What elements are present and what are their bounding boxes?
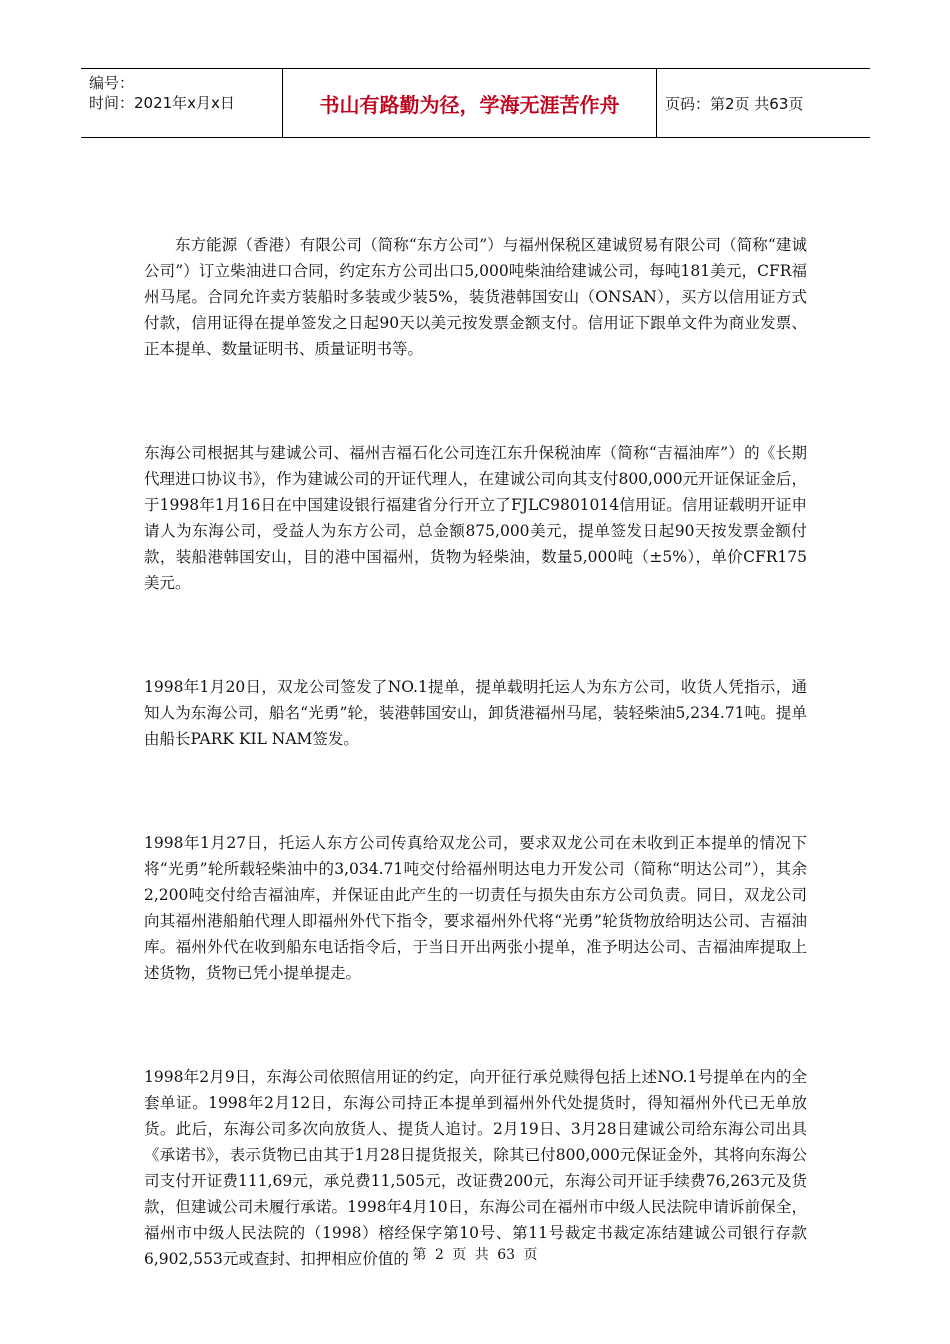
document-body — [144, 232, 807, 1272]
paragraph-1: 东方能源（香港）有限公司（简称“东方公司”）与福州保税区建诚贸易有限公司（简称“建诚公司”）订立柴油进口合同，约定东方公司出口5,000吨柴油给建诚公司，每吨181美元，CFR福州马尾。合同允许卖方装船时多装或少装5%，装货港韩国安山（ONSAN），买方以信用证方式付款，信用证得在提单签发之日起90天以美元按发票金额支付。信用证下跟单文件为商业发票、正本提单、数量证明书、质量证明书等。 — [144, 236, 807, 358]
paragraph-5: 1998年2月9日，东海公司依照信用证的约定，向开征行承兑赎得包括上述NO.1号提单在内的全套单证。1998年2月12日，东海公司持正本提单到福州外代处提货时，得知福州外代已无单放货。此后，东海公司多次向放货人、提货人追讨。2月19日、3月28日建诚公司给东海公司出具《承诺书》，表示货物已由其于1月28日提货报关，除其已付800,000元保证金外，其将向东海公司支付开证费111,69元，承兑费11,505元，改证费200元，东海公司开证手续费76,263元及货款，但建诚公司未履行承诺。1998年4月10日，东海公司在福州市中级人民法院申请诉前保全，福州市中级人民法院的（1998）榕经保字第10号、第11号裁定书裁定冻结建诚公司银行存款6,902,553元或查封、扣押相应价值的 — [144, 1068, 807, 1268]
page-footer: 第 2 页 共 63 页 — [412, 1247, 538, 1263]
document-header — [81, 68, 870, 138]
header-page-info: 页码：第2页 共63页 — [665, 94, 804, 113]
paragraph-2: 东海公司根据其与建诚公司、福州吉福石化公司连江东升保税油库（简称“吉福油库”）的《长期代理进口协议书》，作为建诚公司的开证代理人，在建诚公司向其支付800,000元开证保证金后，于1998年1月16日在中国建设银行福建省分行开立了FJLC9801014信用证。信用证载明开证申请人为东海公司，受益人为东方公司，总金额875,000美元，提单签发日起90天按发票金额付款，装船港韩国安山，目的港中国福州，货物为轻柴油，数量5,000吨（±5%），单价CFR175美元。 — [144, 444, 807, 592]
document-time: 时间：2021年x月x日 — [89, 94, 235, 112]
document-number-label: 编号： — [89, 74, 135, 92]
paragraph-3: 1998年1月20日，双龙公司签发了NO.1提单，提单载明托运人为东方公司，收货人凭指示，通知人为东海公司，船名“光勇”轮，装港韩国安山，卸货港福州马尾，装轻柴油5,234.71吨。提单由船长PARK KIL NAM签发。 — [144, 678, 807, 748]
header-meta — [81, 69, 283, 137]
paragraph-4: 1998年1月27日，托运人东方公司传真给双龙公司，要求双龙公司在未收到正本提单的情况下将“光勇”轮所载轻柴油中的3,034.71吨交付给福州明达电力开发公司（简称“明达公司”），其余2,200吨交付给吉福油库，并保证由此产生的一切责任与损失由东方公司负责。同日，双龙公司向其福州港船舶代理人即福州外代下指令，要求福州外代将“光勇”轮货物放给明达公司、吉福油库。福州外代在收到船东电话指令后，于当日开出两张小提单，准予明达公司、吉福油库提取上述货物，货物已凭小提单提走。 — [144, 834, 807, 982]
header-motto: 书山有路勤为径，学海无涯苦作舟 — [283, 69, 657, 137]
